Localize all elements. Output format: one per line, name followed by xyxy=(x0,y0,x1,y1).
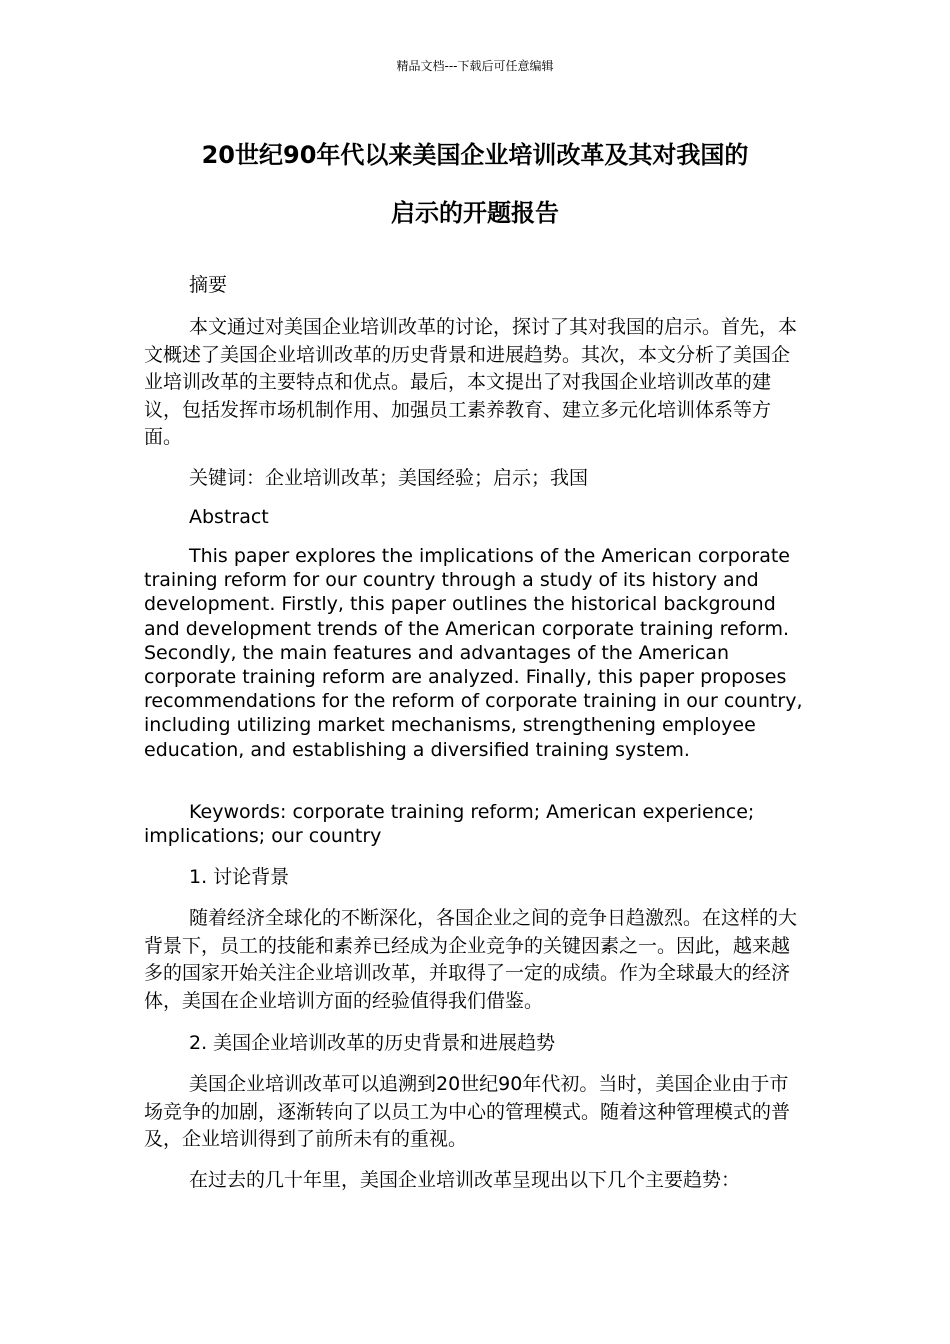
keywords-zh: 关键词：企业培训改革；美国经验；启示；我国 xyxy=(189,467,589,489)
section-heading: 1. 讨论背景 xyxy=(189,866,290,888)
abstract-en-body: This paper explores the implications of the American corporate training reform for our country through a study of its history and development. Firstly, this paper outlines the historical background and development trends of the American corporate training reform. Secondly, the main features and advantages of the American corporate training reform are analyzed. Finally, this paper proposes recommendations for the reform of corporate training in our country, including utilizing market mechanisms, strengthening employee education, and establishing a diversified training system. xyxy=(144,545,803,761)
header-note: 精品文档---下载后可任意编辑 xyxy=(396,59,554,73)
keywords-en: Keywords: corporate training reform; American experience; implications; our country xyxy=(144,801,755,848)
section-paragraph: 美国企业培训改革可以追溯到20世纪90年代初。当时，美国企业由于市场竞争的加剧，逐渐转向了以员工为中心的管理模式。随着这种管理模式的普及，企业培训得到了前所未有的重视。 xyxy=(144,1073,791,1150)
abstract-body: 本文通过对美国企业培训改革的讨论，探讨了其对我国的启示。首先，本文概述了美国企业培训改革的历史背景和进展趋势。其次，本文分析了美国企业培训改革的主要特点和优点。最后，本文提出了对我国企业培训改革的建议，包括发挥市场机制作用、加强员工素养教育、建立多元化培训体系等方面。 xyxy=(144,316,798,448)
abstract-en-heading: Abstract xyxy=(189,506,269,528)
section-paragraph: 随着经济全球化的不断深化，各国企业之间的竞争日趋激烈。在这样的大背景下，员工的技能和素养已经成为企业竞争的关键因素之一。因此，越来越多的国家开始关注企业培训改革，并取得了一定的成绩。作为全球最大的经济体，美国在企业培训方面的经验值得我们借鉴。 xyxy=(144,907,798,1012)
section-heading: 2. 美国企业培训改革的历史背景和进展趋势 xyxy=(189,1032,556,1054)
document-title-line-2: 启示的开题报告 xyxy=(391,199,559,227)
document-title-line-1: 20世纪90年代以来美国企业培训改革及其对我国的 xyxy=(201,141,749,169)
abstract-heading: 摘要 xyxy=(189,274,228,296)
section-paragraph: 在过去的几十年里，美国企业培训改革呈现出以下几个主要趋势： xyxy=(189,1169,741,1191)
